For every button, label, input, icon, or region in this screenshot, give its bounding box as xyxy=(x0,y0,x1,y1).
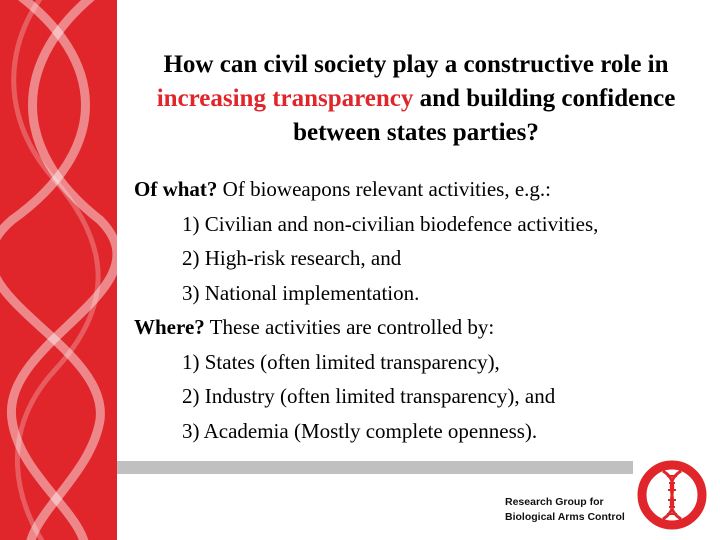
dna-logo-icon xyxy=(636,457,708,533)
q1-label: Of what? xyxy=(134,177,218,201)
title-highlight: increasing transparency xyxy=(156,85,414,112)
logo-line-2: Biological Arms Control xyxy=(505,511,625,523)
q2-label: Where? xyxy=(134,315,205,339)
footer-divider-bar xyxy=(117,461,633,474)
list-item: 1) Civilian and non-civilian biodefence activities, xyxy=(182,211,599,236)
list-item: 2) High-risk research, and xyxy=(182,246,402,270)
q2-text: These activities are controlled by: xyxy=(204,315,495,339)
dna-helix-icon xyxy=(0,0,117,540)
dna-sidebar-decoration xyxy=(0,0,117,540)
slide-body xyxy=(134,172,704,448)
list-item: 1) States (often limited transparency), xyxy=(182,349,500,374)
question-of-what xyxy=(134,172,704,207)
list-item: 3) Academia (Mostly complete openness). xyxy=(182,418,538,443)
title-part-2: and building confidence between states parties? xyxy=(293,85,676,146)
logo-line-1: Research Group for xyxy=(505,496,604,508)
title-part-1: How can civil society play a constructive role in xyxy=(163,51,669,78)
question-where xyxy=(134,310,704,345)
q1-text: Of bioweapons relevant activities, e.g.: xyxy=(217,177,551,201)
list-item: 3) National implementation. xyxy=(182,280,420,305)
organization-name xyxy=(505,495,625,525)
slide-title xyxy=(130,48,702,150)
list-item: 2) Industry (often limited transparency), and xyxy=(182,384,556,408)
